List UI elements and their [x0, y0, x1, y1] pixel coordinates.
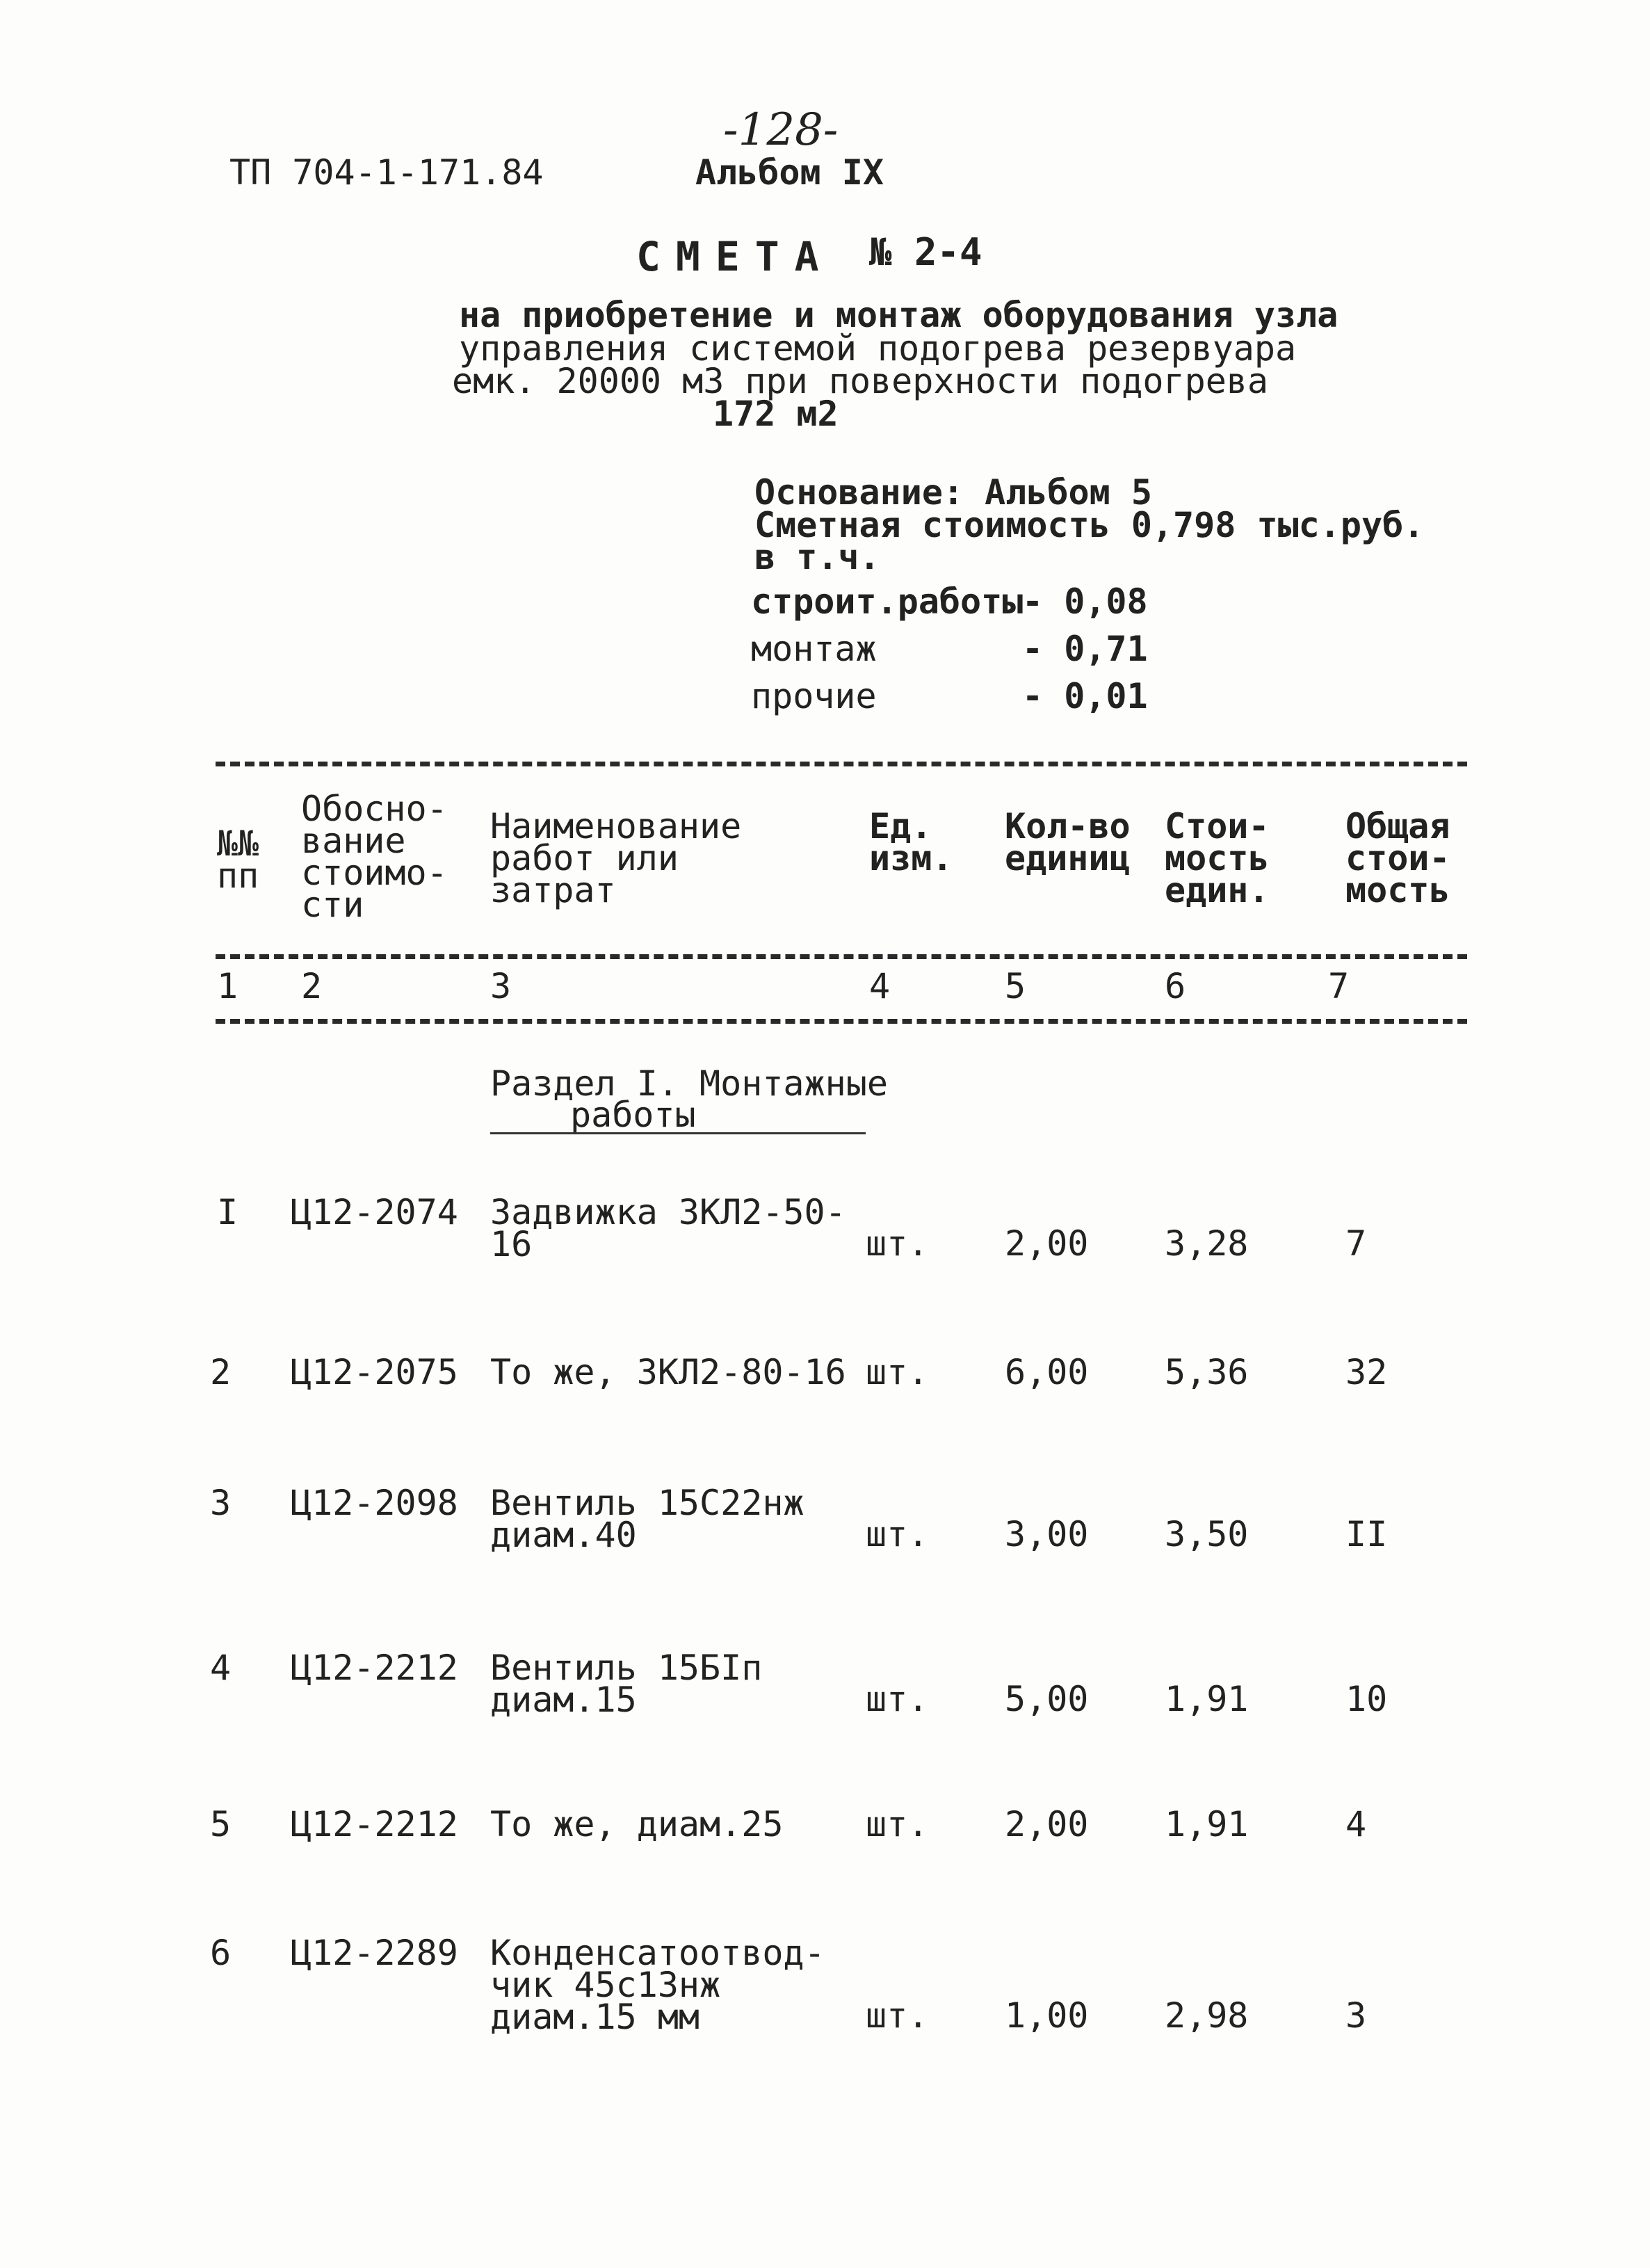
row-number: 4 [210, 1648, 232, 1688]
cost-item-value: - 0,08 [1022, 581, 1148, 622]
section-title-line-2: работы [570, 1095, 696, 1135]
col-number-label: 2 [301, 966, 323, 1006]
basis-line: Основание: Альбом 5 [754, 472, 1152, 513]
row-unit: шт. [866, 1995, 929, 2036]
page-number: -128- [723, 104, 839, 156]
cost-item-label: строит.работы [751, 581, 1024, 622]
header-col-unit: Ед. изм. [869, 806, 953, 878]
row-name: То же, ЗКЛ2-80-16 [490, 1352, 846, 1392]
row-quantity: 1,00 [1005, 1995, 1089, 2036]
col-number-label: 7 [1328, 966, 1350, 1006]
section-title: Раздел I. Монтажные [490, 1063, 888, 1104]
row-total: 10 [1345, 1679, 1388, 1719]
album-label: Альбом IX [695, 152, 884, 193]
row-unit-price: 3,50 [1165, 1514, 1249, 1554]
row-basis: Ц12-2075 [291, 1352, 458, 1392]
row-quantity: 6,00 [1005, 1352, 1089, 1392]
row-unit-price: 1,91 [1165, 1804, 1249, 1844]
row-total: II [1345, 1514, 1388, 1554]
row-name: То же, диам.25 [490, 1804, 784, 1844]
row-total: 32 [1345, 1352, 1388, 1392]
row-number: I [217, 1192, 238, 1232]
col-number-label: 5 [1005, 966, 1026, 1006]
subtitle-line-4: 172 м2 [713, 394, 839, 434]
col-number-label: 4 [869, 966, 891, 1006]
doc-code: ТП 704-1-171.84 [229, 152, 544, 193]
row-unit-price: 5,36 [1165, 1352, 1249, 1392]
row-unit-price: 1,91 [1165, 1679, 1249, 1719]
row-unit: шт. [866, 1679, 929, 1719]
subtitle-line-2: управления системой подогрева резервуара [459, 328, 1297, 369]
row-name: Конденсатоотвод- чик 45с13нж диам.15 мм [490, 1933, 825, 2037]
estimated-cost-line: Сметная стоимость 0,798 тыс.руб. [754, 505, 1425, 545]
header-col-quantity: Кол-во единиц [1005, 806, 1131, 878]
document-number: № 2-4 [869, 230, 982, 274]
header-col-number: №№ пп [217, 823, 259, 896]
header-col-name: Наименование работ или затрат [490, 806, 742, 910]
cost-item-value: - 0,01 [1022, 676, 1148, 716]
row-unit: шт. [866, 1514, 929, 1554]
subtitle-line-3: емк. 20000 м3 при поверхности подогрева [452, 361, 1268, 401]
including-line: в т.ч. [754, 537, 880, 577]
col-number-label: 3 [490, 966, 512, 1006]
column-numbers-rule [216, 1019, 1467, 1024]
row-unit: шт. [866, 1223, 929, 1264]
section-title-underline [490, 1132, 866, 1134]
row-total: 7 [1345, 1223, 1367, 1264]
row-basis: Ц12-2289 [291, 1933, 458, 1973]
document-title: СМЕТА [636, 233, 834, 280]
cost-item-label: прочие [751, 676, 877, 716]
header-col-total: Общая стои- мость [1345, 806, 1450, 910]
header-col-basis: Обосно- вание стоимо- сти [301, 789, 448, 925]
row-unit: шт. [866, 1352, 929, 1392]
cost-item-value: - 0,71 [1022, 629, 1148, 669]
row-unit-price: 2,98 [1165, 1995, 1249, 2036]
row-number: 6 [210, 1933, 232, 1973]
row-total: 3 [1345, 1995, 1367, 2036]
row-number: 5 [210, 1804, 232, 1844]
row-basis: Ц12-2212 [291, 1804, 458, 1844]
row-basis: Ц12-2074 [291, 1192, 458, 1232]
row-number: 2 [210, 1352, 232, 1392]
row-basis: Ц12-2098 [291, 1483, 458, 1523]
col-number-label: 1 [217, 966, 238, 1006]
row-number: 3 [210, 1483, 232, 1523]
cost-item-label: монтаж [751, 629, 877, 669]
subtitle-line-1: на приобретение и монтаж оборудования узла [459, 295, 1338, 335]
row-name: Задвижка ЗКЛ2-50- 16 [490, 1192, 846, 1264]
col-number-label: 6 [1165, 966, 1186, 1006]
row-name: Вентиль 15БIп диам.15 [490, 1648, 763, 1720]
row-quantity: 3,00 [1005, 1514, 1089, 1554]
row-unit-price: 3,28 [1165, 1223, 1249, 1264]
row-quantity: 5,00 [1005, 1679, 1089, 1719]
row-total: 4 [1345, 1804, 1367, 1844]
row-name: Вентиль 15С22нж диам.40 [490, 1483, 804, 1555]
row-quantity: 2,00 [1005, 1804, 1089, 1844]
header-col-unit-price: Стои- мость един. [1165, 806, 1270, 910]
row-basis: Ц12-2212 [291, 1648, 458, 1688]
row-quantity: 2,00 [1005, 1223, 1089, 1264]
row-unit: шт. [866, 1804, 929, 1844]
header-rule [216, 954, 1467, 959]
table-top-rule [216, 762, 1467, 766]
